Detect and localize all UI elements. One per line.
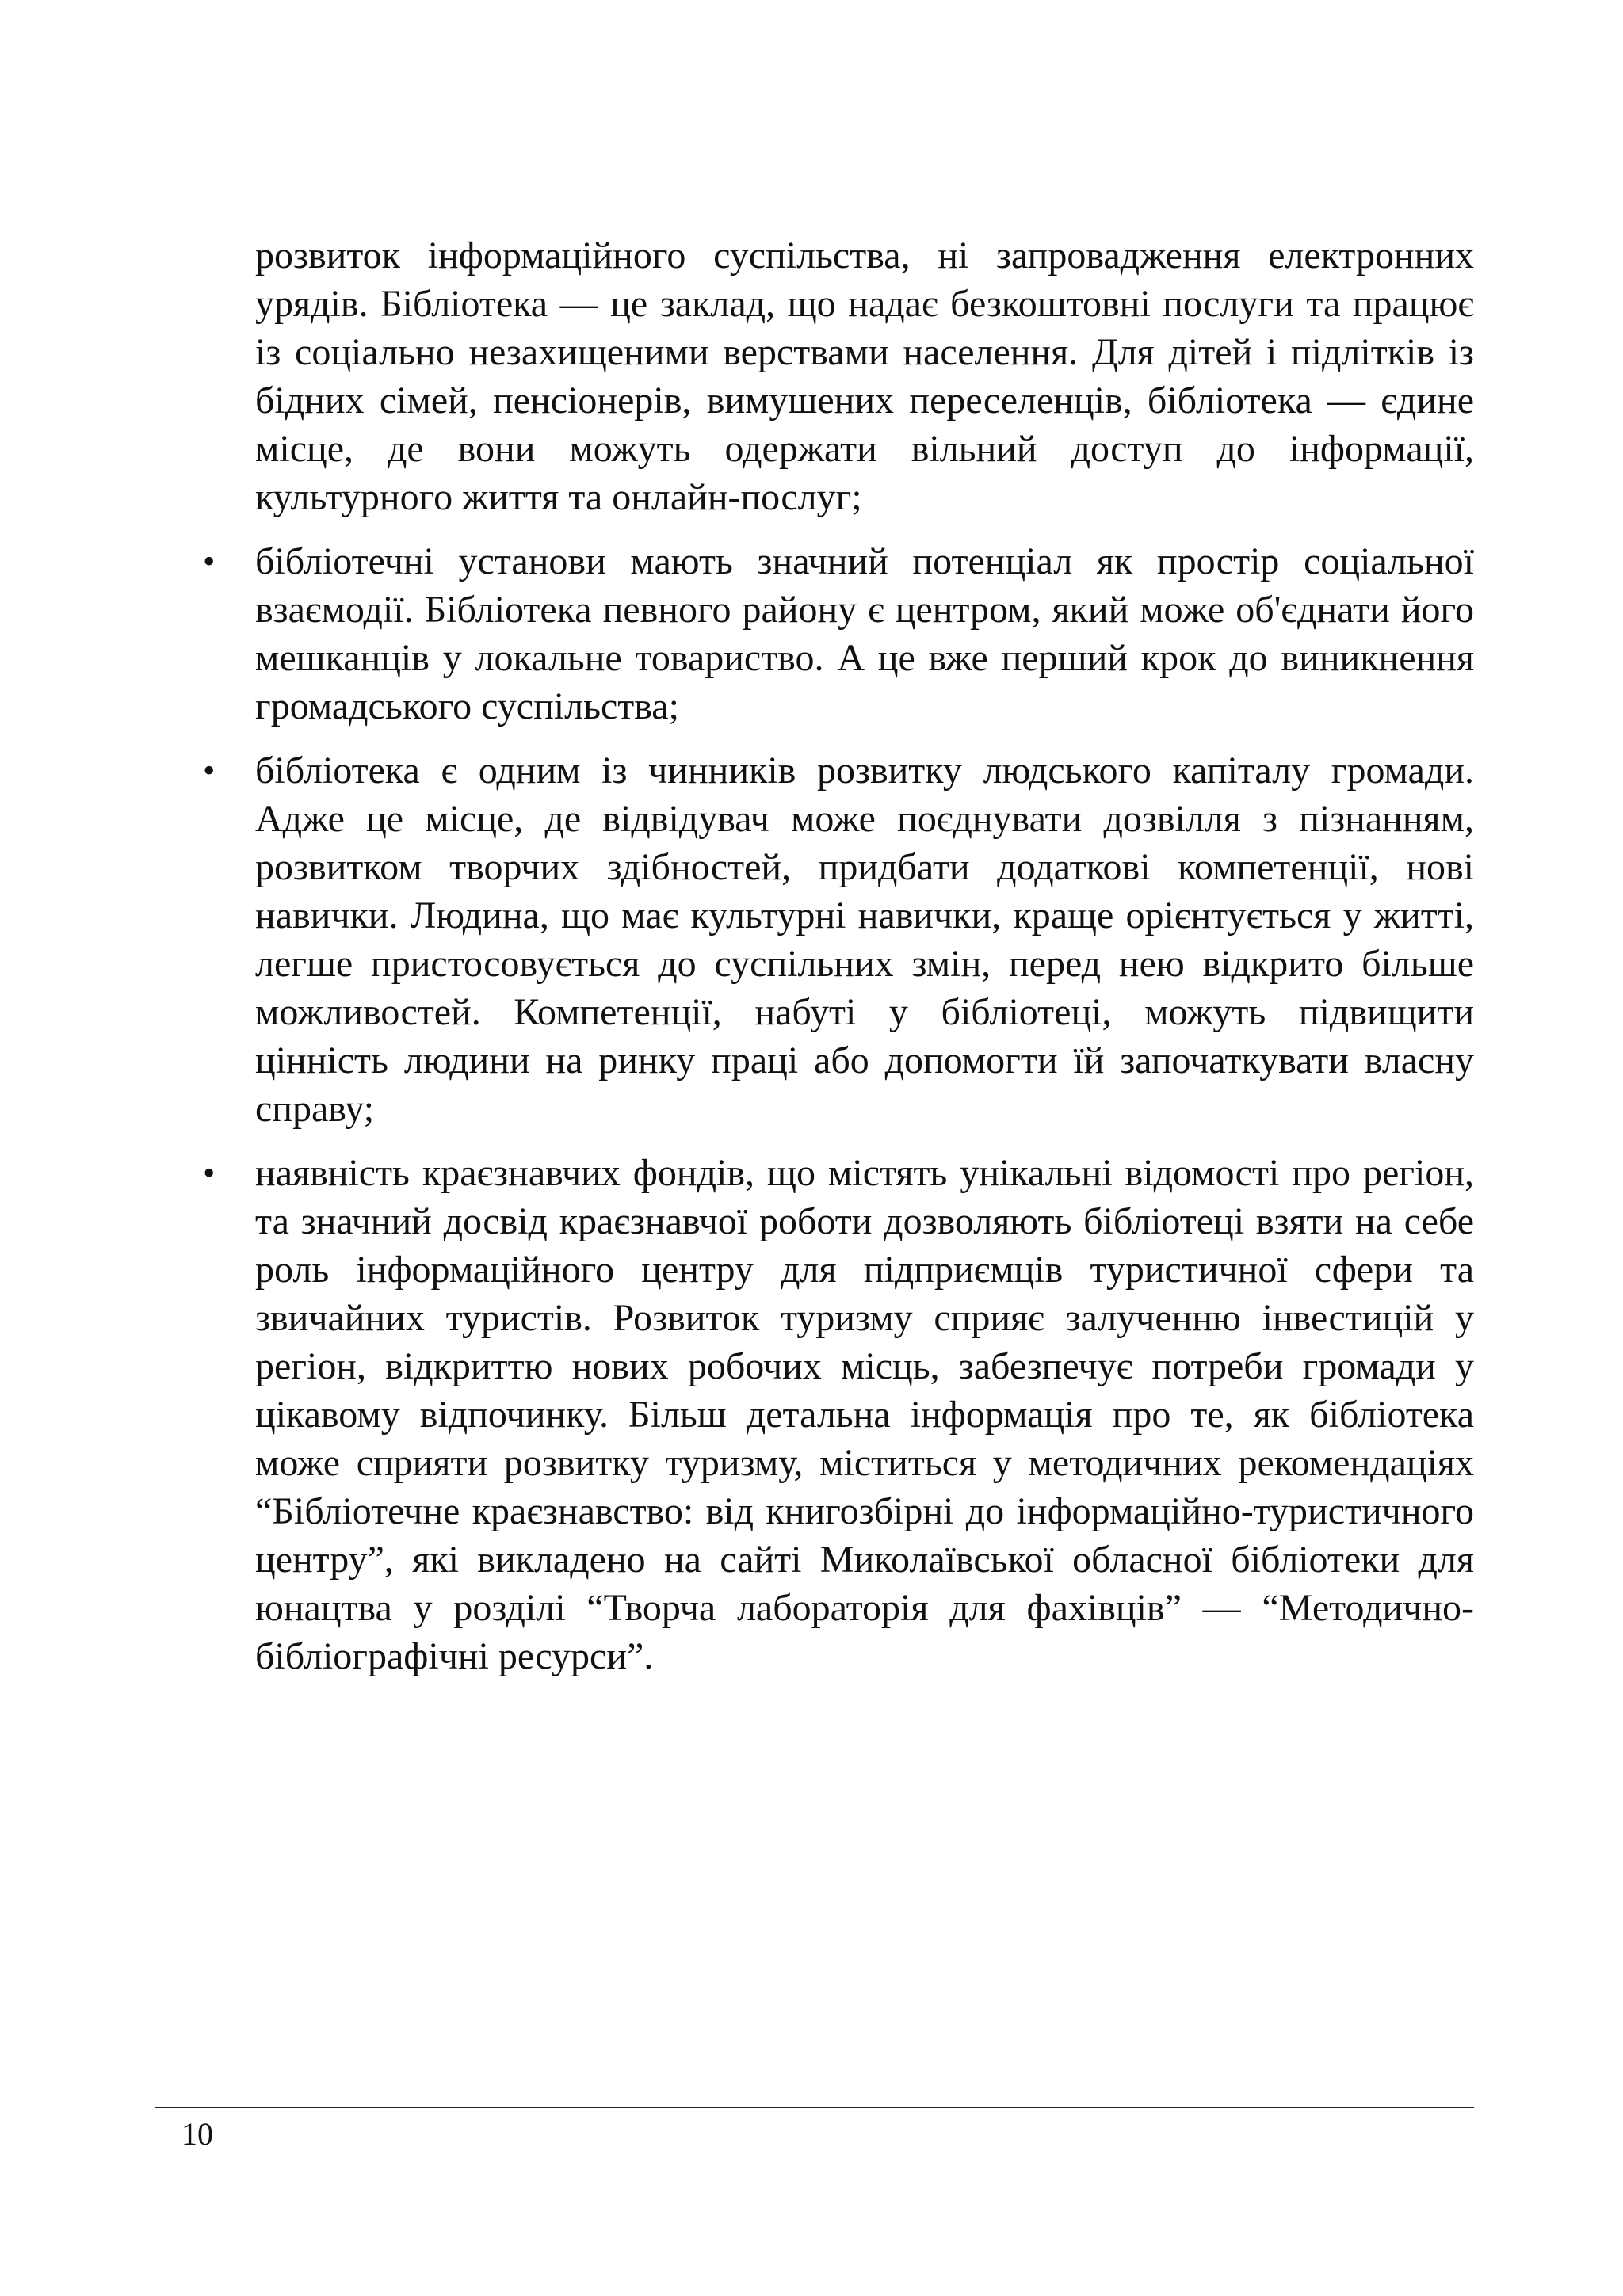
page-number: 10: [181, 2116, 213, 2152]
list-item: [203, 537, 1474, 730]
list-item: [203, 1149, 1474, 1680]
bullet-icon: •: [203, 751, 216, 790]
bullet-icon: •: [203, 542, 216, 581]
continued-paragraph: розвиток інформаційного суспільства, ні запровадження електронних урядів. Бібліотека — це заклад, що надає безкоштовні послуги та працює із соціально незахищеними верствами населення. Для дітей і підлітків із бідних сімей, пенсіонерів, вимушених переселенців, бібліотека — єдине місце, де вони можуть одержати вільний доступ до інформації, культурного життя та онлайн-послуг;: [255, 235, 1474, 518]
list-item-text: наявність краєзнавчих фондів, що містять унікальні відомості про регіон, та значний досвід краєзнавчої роботи дозволяють бібліотеці взяти на себе роль інформаційного центру для підприємців туристичної сфери та звичайних туристів. Розвиток туризму сприяє залученню інвестицій у регіон, відкриттю нових робочих місць, забезпечує потреби громади у цікавому відпочинку. Більш детальна інформація про те, як бібліотека може сприяти розвитку туризму, міститься у методичних рекомендаціях “Бібліотечне краєзнавство: від книгозбірні до інформаційно-туристичного центру”, які викладено на сайті Миколаївської обласної бібліотеки для юнацтва у розділі “Творча лабораторія для фахівців” — “Методично-бібліографічні ресурси”.: [255, 1152, 1474, 1677]
page-body: [203, 231, 1474, 1696]
list-item: [203, 746, 1474, 1133]
bullet-icon: •: [203, 1154, 216, 1192]
list-item-text: бібліотечні установи мають значний потенціал як простір соціальної взаємодії. Бібліотека певного району є центром, який може об'єднати його мешканців у локальне товариство. А це вже перший крок до виникнення громадського суспільства;: [255, 540, 1474, 727]
footer-divider: [155, 2107, 1474, 2108]
list-item-text: бібліотека є одним із чинників розвитку людського капіталу громади. Адже це місце, де відвідувач може поєднувати дозвілля з пізнанням, розвитком творчих здібностей, придбати додаткові компетенції, нові навички. Людина, що має культурні навички, краще орієнтується у житті, легше пристосовується до суспільних змін, перед нею відкрито більше можливостей. Компетенції, набуті у бібліотеці, можуть підвищити цінність людини на ринку праці або допомогти їй започаткувати власну справу;: [255, 749, 1474, 1130]
